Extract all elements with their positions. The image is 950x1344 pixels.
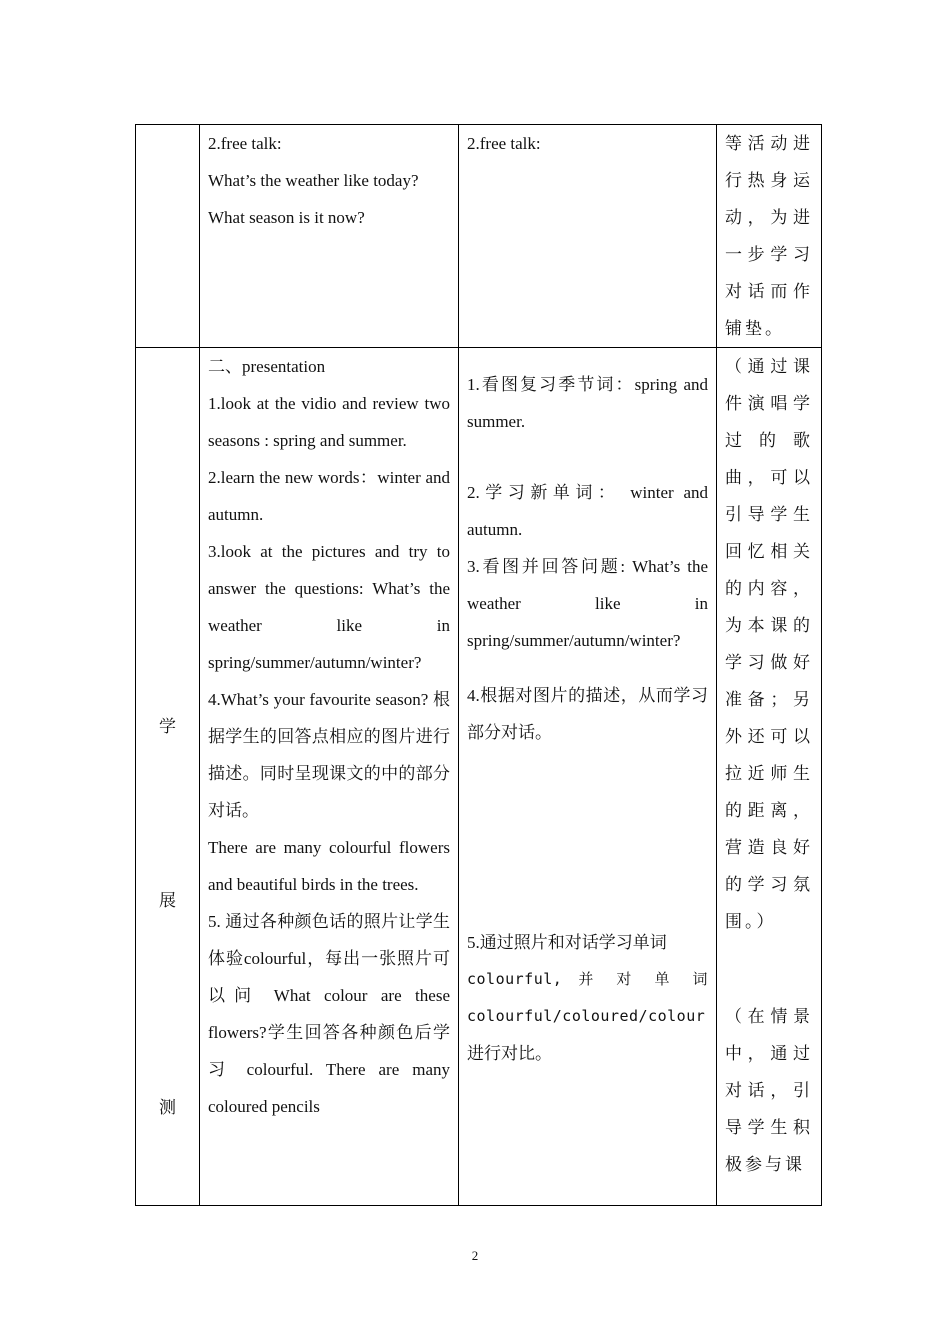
stage-char: 测 [159,1098,176,1117]
teacher-line: There are many colourful flowers and beautiful birds in the trees. [208,838,450,894]
student-line: 进行对比。 [467,1044,552,1063]
teacher-line: 4.What’s your favourite season? 根据学生的回答点相应的图片进行描述。同时呈现课文的中的部分对话。 [208,690,450,820]
table-row [136,125,822,348]
student-line: 2.free talk: [467,134,541,153]
teacher-line: What’s the weather like today? [208,171,419,190]
teacher-line: 2.learn the new words：winter and autumn. [208,468,450,524]
teacher-line: 5. 通过各种颜色话的照片让学生体验colourful，每出一张照片可以问 What colour are these flowers?学生回答各种颜色后学习 colourful. There are many coloured pencils [208,912,450,1116]
student-line: 5.通过照片和对话学习单词 [467,933,667,952]
stage-char: 学 [159,717,176,736]
design-note: （在情景中，通过对话，引导学生积极参与课 [725,1007,813,1174]
lesson-plan-table [135,124,822,1206]
student-line: 2.学习新单词： winter and autumn. [467,483,708,539]
student-activity-cell [459,125,717,348]
student-line: 4.根据对图片的描述，从而学习部分对话。 [467,686,708,742]
design-intent-cell [717,348,822,1206]
teacher-activity-cell [200,125,459,348]
design-note: 等活动进行热身运动，为进一步学习对话而作铺垫。 [725,134,813,338]
teacher-line: 2.free talk: [208,134,282,153]
page-number: 2 [471,1248,479,1263]
table-row [136,348,822,1206]
teacher-activity-cell [200,348,459,1206]
student-line: 3.看图并回答问题: What’s the weather like in spring/summer/autumn/winter? [467,557,708,650]
student-line: colourful, 并 对 单 词 colourful/coloured/colour [467,970,708,1025]
stage-cell [136,348,200,1206]
teacher-line: What season is it now? [208,208,365,227]
student-line: 1.看图复习季节词：spring and summer. [467,375,708,431]
teacher-line: 二、presentation [208,357,326,376]
design-note: （通过课件演唱学过的歌曲，可以引导学生回忆相关的内容，为本课的学习做好准备；另外还可以拉近师生的距离，营造良好的学习氛围。） [725,357,813,931]
design-intent-cell [717,125,822,348]
student-activity-cell [459,348,717,1206]
stage-char: 展 [159,891,176,910]
teacher-line: 3.look at the pictures and try to answer the questions: What’s the weather like in spring/summer/autumn/winter? [208,542,450,672]
stage-cell [136,125,200,348]
teacher-line: 1.look at the vidio and review two seasons : spring and summer. [208,394,450,450]
